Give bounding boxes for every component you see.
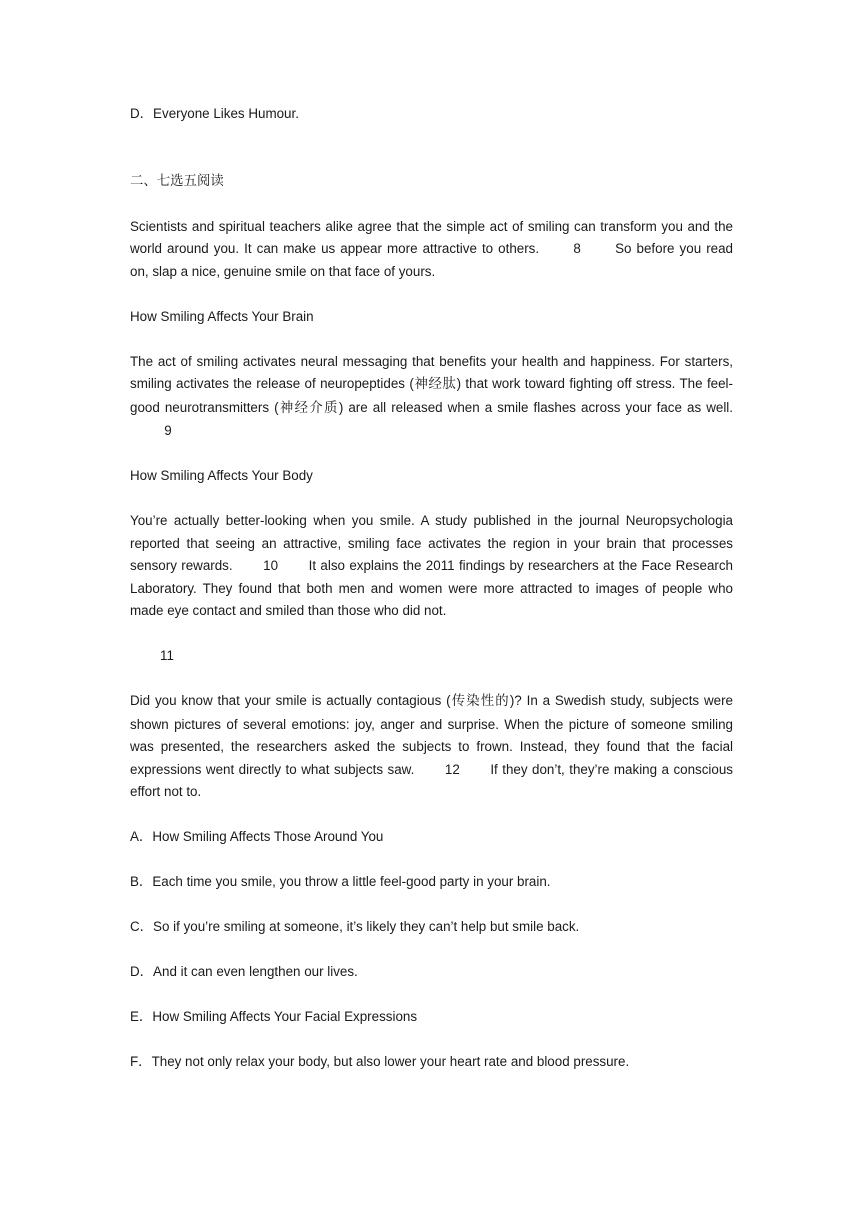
section-title: 二、七选五阅读 bbox=[130, 173, 224, 189]
option-f: F．They not only relax your body, but also lower your heart rate and blood pressure. bbox=[130, 1054, 630, 1069]
option-e: E．How Smiling Affects Your Facial Expressions bbox=[130, 1009, 418, 1024]
brain-cjk-1: 神经肽 bbox=[413, 377, 457, 392]
contagious-cjk: 传染性的 bbox=[450, 694, 510, 709]
brain-cjk-2: 神经介质 bbox=[278, 400, 339, 416]
blank-9: 9 bbox=[164, 423, 172, 438]
option-a: A．How Smiling Affects Those Around You bbox=[130, 829, 384, 844]
body-text-2: It also explains the 2011 findings by researchers at the Face Research Laboratory. They found that both men and women were more attracted to images of people who made eye contact and smiled than those who did not. bbox=[130, 558, 733, 618]
brain-paragraph bbox=[130, 351, 733, 443]
option-c: C．So if you’re smiling at someone, it’s likely they can’t help but smile back. bbox=[130, 919, 580, 934]
heading-brain: How Smiling Affects Your Brain bbox=[130, 308, 314, 324]
body-paragraph bbox=[130, 510, 733, 623]
contagious-text-1: Did you know that your smile is actually contagious ( bbox=[130, 693, 451, 708]
blank-8: 8 bbox=[573, 241, 581, 256]
previous-option-d: D．Everyone Likes Humour. bbox=[130, 106, 299, 121]
document-page bbox=[130, 103, 733, 1074]
contagious-text-2: )? In a Swedish study, subjects were shown pictures of several emotions: joy, anger and surprise. When the picture of someone smiling was presented, the researchers asked the subjects to frown. Instead, they found that the facial expressions went directly to what subjects saw. bbox=[130, 693, 733, 777]
blank-12: 12 bbox=[444, 761, 460, 777]
brain-text-2: ) that work toward fighting off stress. The feel-good neurotransmitters ( bbox=[130, 376, 733, 415]
contagious-text-3: If they don’t, they’re making a conscious effort not to. bbox=[130, 761, 733, 799]
body-text-1: You’re actually better-looking when you smile. A study published in the journal Neuropsychologia reported that seeing an attractive, smiling face activates the region in your brain that processes sensory rewards. bbox=[130, 513, 733, 573]
brain-text-3: ) are all released when a smile flashes across your face as well. bbox=[338, 399, 733, 415]
brain-text-1: The act of smiling activates neural messaging that benefits your health and happiness. For starters, smiling activates the release of neuropeptides ( bbox=[130, 353, 733, 391]
option-b: B．Each time you smile, you throw a little feel-good party in your brain. bbox=[130, 874, 551, 889]
intro-text-1: Scientists and spiritual teachers alike agree that the simple act of smiling can transform you and the world around you. It can make us appear more attractive to others. bbox=[130, 218, 733, 256]
intro-paragraph bbox=[130, 216, 733, 284]
option-d: D．And it can even lengthen our lives. bbox=[130, 964, 358, 979]
heading-body: How Smiling Affects Your Body bbox=[130, 468, 313, 483]
blank-11: 11 bbox=[160, 648, 174, 663]
blank-10: 10 bbox=[263, 558, 279, 573]
contagious-paragraph bbox=[130, 690, 733, 804]
intro-text-2: So before you read on, slap a nice, genuine smile on that face of yours. bbox=[130, 241, 733, 279]
